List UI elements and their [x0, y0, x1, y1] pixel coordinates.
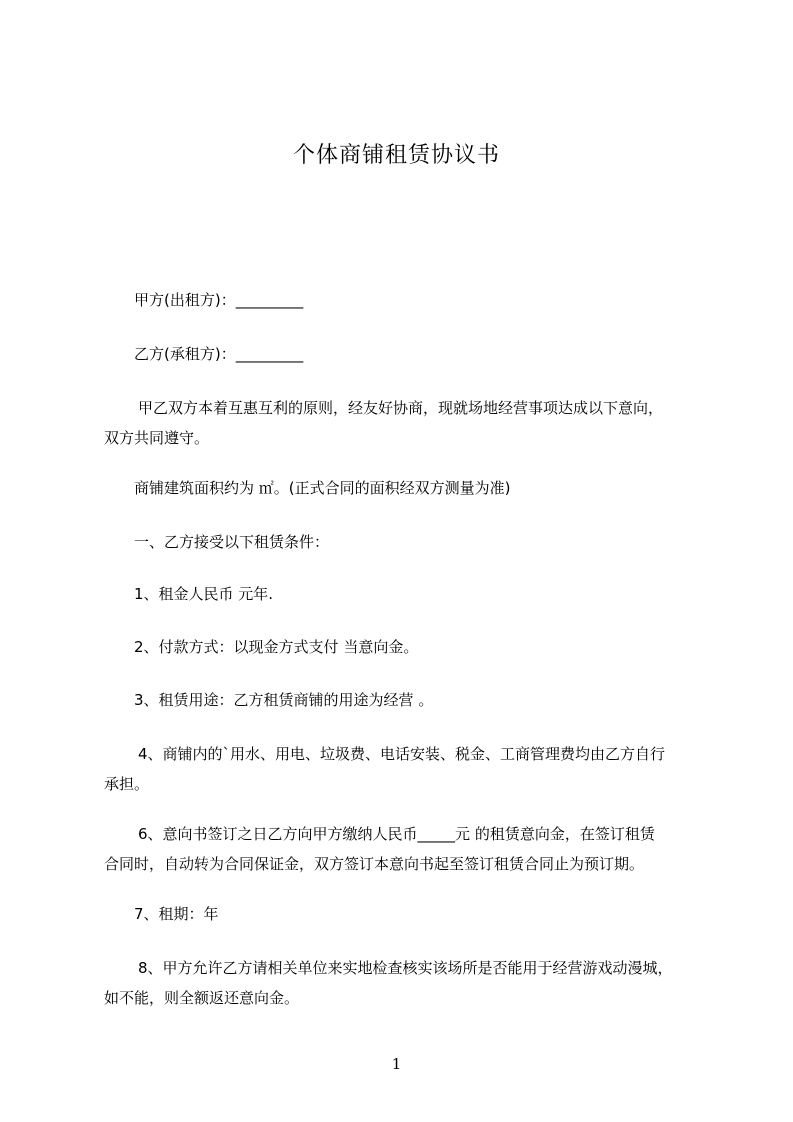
item-2-payment: 2、付款方式：以现金方式支付 当意向金。 [134, 638, 419, 656]
item-8-line-2: 如不能，则全额返还意向金。 [104, 989, 300, 1007]
document-title: 个体商铺租赁协议书 [292, 143, 500, 168]
item-4-line-1: 4、商铺内的`用水、用电、垃圾费、电话安装、税金、工商管理费均由乙方自行 [138, 745, 666, 763]
item-8-paragraph [104, 953, 704, 1013]
preamble-line-1: 甲乙双方本着互惠互利的原则，经友好协商，现就场地经营事项达成以下意向， [138, 399, 664, 417]
item-6-paragraph [104, 819, 704, 879]
section-1-heading: 一、乙方接受以下租赁条件： [134, 533, 330, 551]
preamble-paragraph [104, 393, 704, 453]
item-3-usage: 3、租赁用途：乙方租赁商铺的用途为经营 。 [134, 691, 434, 709]
item-1-rent: 1、租金人民币 元年. [134, 585, 274, 603]
item-8-line-1: 8、甲方允许乙方请相关单位来实地检查核实该场所是否能用于经营游戏动漫城， [138, 959, 673, 977]
area-paragraph: 商铺建筑面积约为 ㎡。(正式合同的面积经双方测量为准) [134, 479, 511, 497]
item-4-line-2: 承担。 [104, 775, 150, 793]
item-6-line-1: 6、意向书签订之日乙方向甲方缴纳人民币_____元 的租赁意向金，在签订租赁 [138, 825, 655, 843]
page-number: 1 [391, 1055, 402, 1073]
party-b-line: 乙方(承租方)：_________ [134, 345, 304, 363]
item-4-paragraph [104, 739, 704, 799]
preamble-line-2: 双方共同遵守。 [104, 429, 210, 447]
item-7-term: 7、租期：年 [134, 905, 219, 923]
item-6-line-2: 合同时，自动转为合同保证金，双方签订本意向书起至签订租赁合同止为预订期。 [104, 855, 645, 873]
party-a-line: 甲方(出租方)：_________ [134, 291, 304, 309]
